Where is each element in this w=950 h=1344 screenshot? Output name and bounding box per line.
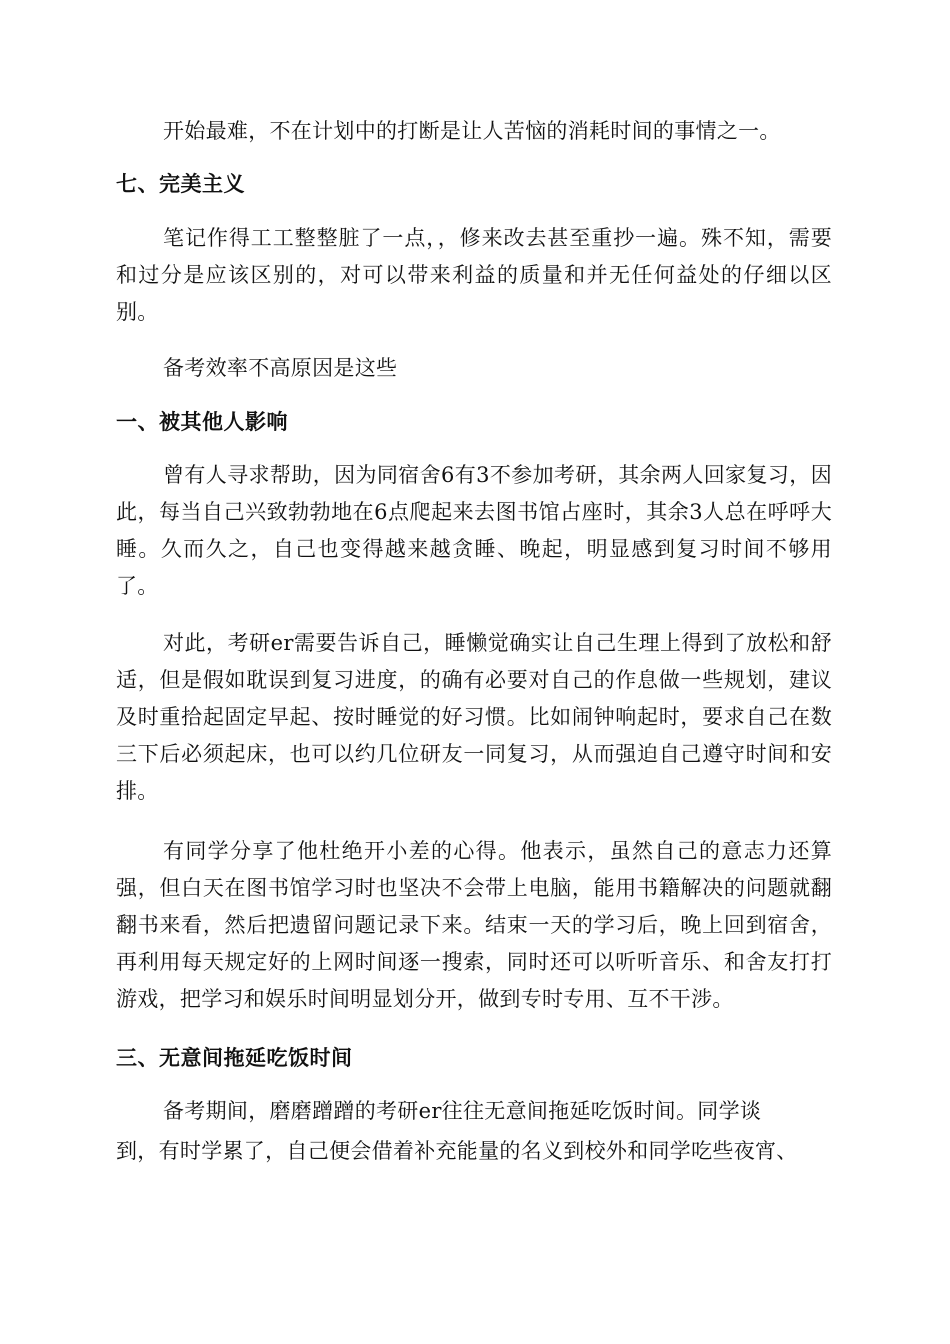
paragraph-meal-line-2: 到，有时学累了，自己便会借着补充能量的名义到校外和同学吃些夜宵、 — [116, 1139, 798, 1163]
paragraph-perfectionism: 笔记作得工工整整脏了一点，，修来改去甚至重抄一遍。殊不知，需要和过分是应该区别的，对可以带来利益的质量和并无任何益处的仔细以区别。 — [116, 226, 832, 324]
paragraph-influence-2: 对此，考研er需要告诉自己，睡懒觉确实让自己生理上得到了放松和舒适，但是假如耽误到复习进度，的确有必要对自己的作息做一些规划，建议及时重拾起固定早起、按时睡觉的好习惯。比如闹钟响起时，要求自己在数三下后必须起床，也可以约几位研友一同复习，从而强迫自己遵守时间和安排。 — [116, 631, 832, 803]
paragraph-influence-3: 有同学分享了他杜绝开小差的心得。他表示，虽然自己的意志力还算强，但白天在图书馆学习时也坚决不会带上电脑，能用书籍解决的问题就翻翻书来看，然后把遗留问题记录下来。结束一天的学习后，晚上回到宿舍，再利用每天规定好的上网时间逐一搜索，同时还可以听听音乐、和舍友打打游戏，把学习和娱乐时间明显划分开，做到专时专用、互不干涉。 — [116, 839, 832, 1011]
section-heading-meal-delay: 三、无意间拖延吃饭时间 — [116, 1046, 353, 1070]
section-heading-perfectionism: 七、完美主义 — [116, 172, 245, 196]
section-heading-influence: 一、被其他人影响 — [116, 410, 288, 434]
paragraph-reasons: 备考效率不高原因是这些 — [163, 356, 398, 380]
paragraph-meal-line-1: 备考期间，磨磨蹭蹭的考研er往往无意间拖延吃饭时间。同学谈 — [163, 1099, 762, 1123]
paragraph-intro: 开始最难，不在计划中的打断是让人苦恼的消耗时间的事情之一。 — [163, 119, 781, 143]
paragraph-influence-1: 曾有人寻求帮助，因为同宿舍6有3不参加考研，其余两人回家复习，因此，每当自己兴致勃勃地在6点爬起来去图书馆占座时，其余3人总在呼呼大睡。久而久之，自己也变得越来越贪睡、晚起，明显感到复习时间不够用了。 — [116, 463, 832, 598]
